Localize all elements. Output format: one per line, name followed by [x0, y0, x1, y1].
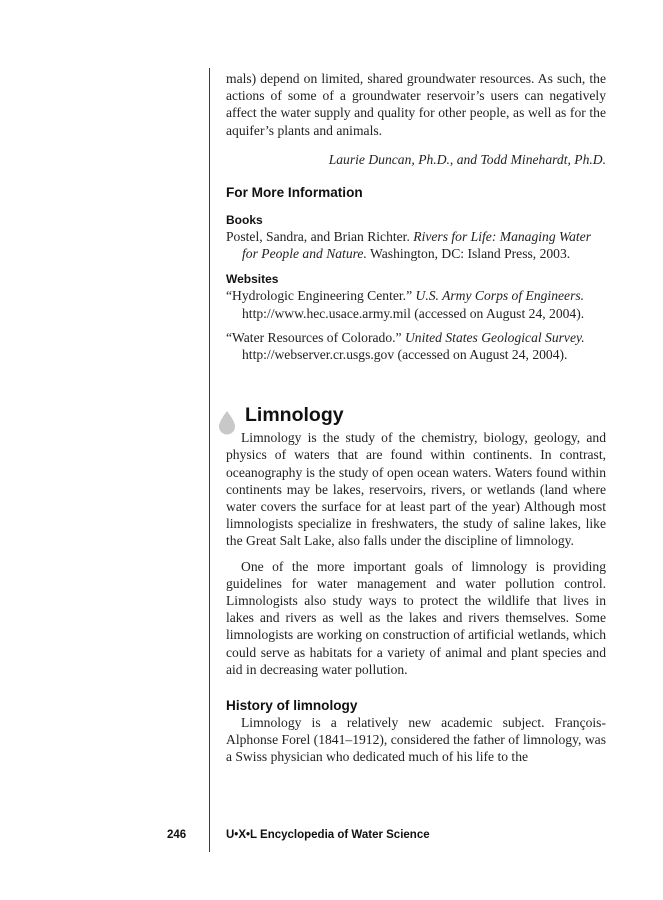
history-paragraph: Limnology is a relatively new academic subject. François-Alphonse Forel (1841–1912), considered the father of limnology, was a Swiss physician who dedicated much of his life to the	[226, 715, 606, 765]
water-drop-icon	[218, 411, 236, 435]
text-column	[226, 70, 606, 766]
continuation-paragraph: mals) depend on limited, shared groundwater resources. As such, the actions of some of a groundwater reservoir’s users can negatively affect the water supply and quality for other people, as well as for the aquifer’s plants and animals.	[226, 71, 606, 138]
entry-paragraph: One of the more important goals of limnology is providing guidelines for water management and water pollution control. Limnologists also study ways to protect the wildlife that lives in lakes and rivers as well as the lakes and rivers themselves. Some limnologists are working on construction of artificial wetlands, which could serve as habitats for a variety of animal and plant species and aid in decreasing water pollution.	[226, 558, 606, 677]
website-title: “Water Resources of Colorado.”	[226, 329, 402, 345]
running-head: U•X•L Encyclopedia of Water Science	[226, 829, 430, 841]
author-byline: Laurie Duncan, Ph.D., and Todd Minehardt, Ph.D.	[328, 151, 606, 167]
margin-rule	[209, 68, 210, 852]
book-title: Rivers for Life: Managing Water for People and Nature.	[242, 229, 591, 262]
book-reference	[226, 228, 606, 262]
website-title: “Hydrologic Engineering Center.”	[226, 288, 413, 304]
website-reference	[226, 287, 606, 321]
books-heading: Books	[226, 213, 263, 228]
website-reference	[226, 329, 606, 363]
more-info-heading: For More Information	[226, 185, 363, 201]
websites-heading: Websites	[226, 272, 279, 287]
website-source: U.S. Army Corps of Engineers.	[415, 288, 585, 304]
website-url: http://www.hec.usace.army.mil (accessed on August 24, 2004).	[242, 305, 585, 321]
book-publisher: Washington, DC: Island Press, 2003.	[370, 246, 571, 262]
website-source: United States Geological Survey.	[404, 329, 585, 345]
entry-title-row	[226, 403, 606, 429]
page-number: 246	[167, 829, 187, 841]
book-authors: Postel, Sandra, and Brian Richter.	[226, 229, 410, 245]
history-heading: History of limnology	[226, 698, 358, 714]
entry-title: Limnology	[245, 404, 344, 427]
website-url: http://webserver.cr.usgs.gov (accessed on August 24, 2004).	[242, 347, 568, 363]
entry-paragraph: Limnology is the study of the chemistry, biology, geology, and physics of waters that are found within continents. In contrast, oceanography is the study of open ocean waters. Waters found within continents may be lakes, reservoirs, rivers, or wetlands (land where water covers the surface for at least part of the year) Although most limnologists specialize in freshwaters, the study of saline lakes, like the Great Salt Lake, also falls under the discipline of limnology.	[226, 430, 606, 549]
